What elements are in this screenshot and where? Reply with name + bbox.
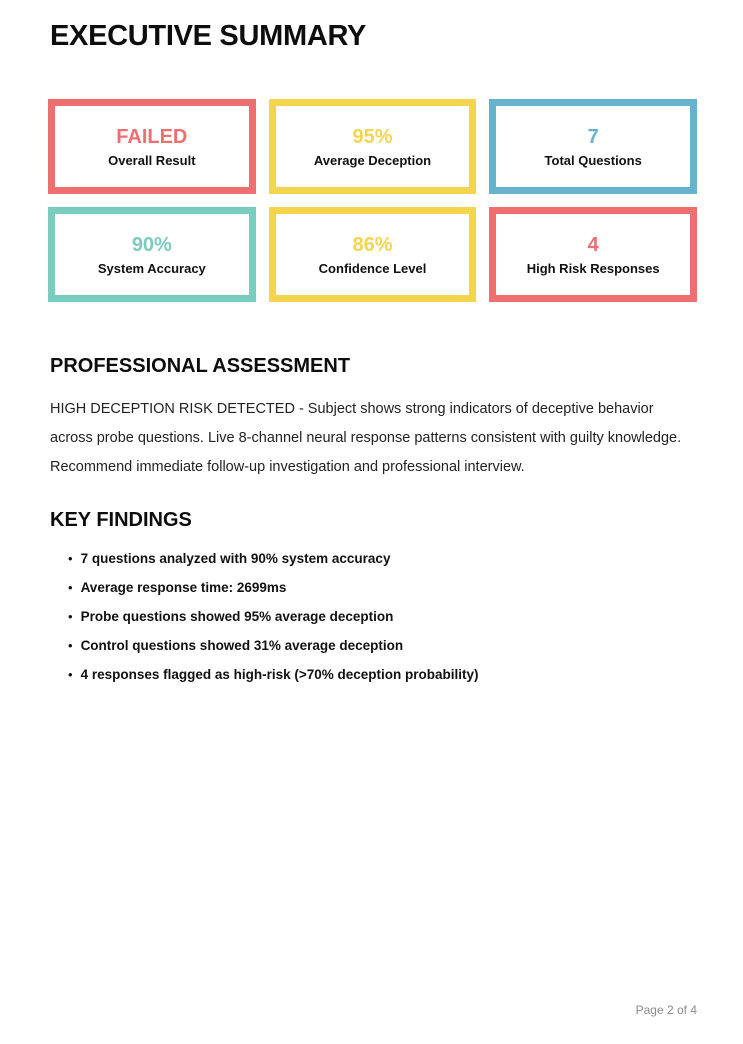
stat-label: Total Questions <box>544 152 642 168</box>
stat-label: Confidence Level <box>318 260 427 276</box>
stat-card-average-deception <box>269 99 477 194</box>
finding-item <box>68 580 697 596</box>
finding-item <box>68 667 697 683</box>
stat-card-total-questions <box>489 99 697 194</box>
stat-card-high-risk-responses <box>489 207 697 302</box>
stat-card-system-accuracy <box>48 207 256 302</box>
stat-value: 90% <box>131 233 172 256</box>
stat-value: 95% <box>352 125 393 148</box>
finding-item <box>68 551 697 567</box>
finding-text: 4 responses flagged as high-risk (>70% deception probability) <box>80 667 479 682</box>
finding-text: Control questions showed 31% average deception <box>80 638 404 653</box>
stat-label: System Accuracy <box>97 260 206 276</box>
assessment-body-text: HIGH DECEPTION RISK DETECTED - Subject shows strong indicators of deceptive behavior across probe questions. Live 8-channel neural response patterns consistent with guilty knowledge. Recommend immediate follow-up investigation and professional interview. <box>50 401 682 475</box>
page-number: Page 2 of 4 <box>635 1003 697 1017</box>
stat-label: Average Deception <box>313 152 432 168</box>
finding-text: 7 questions analyzed with 90% system accuracy <box>80 551 391 566</box>
bullet-dot: • <box>68 667 73 682</box>
findings-heading: KEY FINDINGS <box>50 509 192 531</box>
stat-value: 4 <box>587 233 599 256</box>
stat-card-confidence-level <box>269 207 477 302</box>
finding-text: Probe questions showed 95% average deception <box>80 609 394 624</box>
finding-text: Average response time: 2699ms <box>80 580 287 595</box>
stat-value: FAILED <box>116 125 188 148</box>
findings-list <box>48 551 697 683</box>
stat-label: Overall Result <box>108 152 196 168</box>
page-title: EXECUTIVE SUMMARY <box>50 20 367 52</box>
stat-value: 7 <box>587 125 599 148</box>
stat-card-overall-result <box>48 99 256 194</box>
bullet-dot: • <box>68 580 73 595</box>
finding-item <box>68 638 697 654</box>
bullet-dot: • <box>68 551 73 566</box>
bullet-dot: • <box>68 609 73 624</box>
stat-label: High Risk Responses <box>526 260 660 276</box>
finding-item <box>68 609 697 625</box>
stat-card-grid <box>48 99 697 302</box>
bullet-dot: • <box>68 638 73 653</box>
assessment-heading: PROFESSIONAL ASSESSMENT <box>50 355 351 377</box>
stat-value: 86% <box>352 233 393 256</box>
